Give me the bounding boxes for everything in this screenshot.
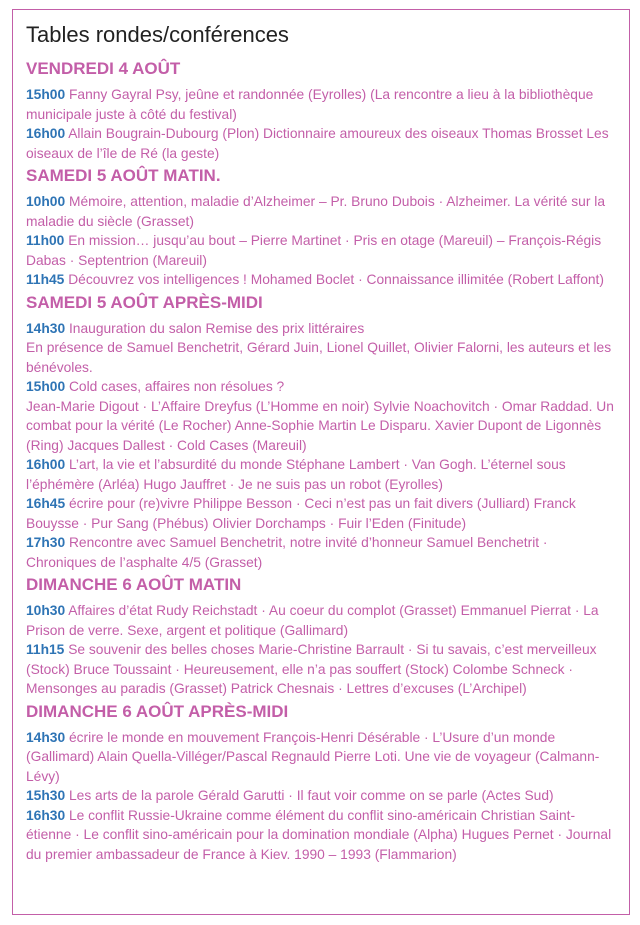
schedule	[26, 58, 617, 864]
event-text: écrire pour (re)vivre Philippe Besson · Ceci n’est pas un fait divers (Julliard) Franck Bouysse · Pur Sang (Phébus) Olivier Dorchamps · Fuir l’Eden (Finitude)	[26, 496, 576, 531]
program-box	[12, 9, 630, 915]
day-heading: SAMEDI 5 AOÛT APRÈS-MIDI	[26, 292, 263, 312]
event-text: Le conflit Russie-Ukraine comme élément du conflit sino-américain Christian Saint-étienne · Le conflit sino-américain pour la domination mondiale (Alpha) Hugues Pernet · Journal du premier ambassadeur de France à Kiev. 1990 – 1993 (Flammarion)	[26, 807, 612, 862]
event-text: L’art, la vie et l’absurdité du monde Stéphane Lambert · Van Gogh. L’éternel sous l’éphémère (Arléa) Hugo Jauffret · Je ne suis pas un robot (Eyrolles)	[26, 457, 566, 492]
day-heading: DIMANCHE 6 AOÛT APRÈS-MIDI	[26, 701, 289, 721]
event-text: Inauguration du salon Remise des prix littéraires	[68, 320, 365, 336]
event-time: 11h45	[26, 272, 65, 287]
event-time: 15h00	[26, 379, 66, 394]
event-entry	[26, 728, 617, 787]
event-time: 16h00	[26, 457, 66, 472]
event-text: Découvrez vos intelligences ! Mohamed Boclet · Connaissance illimitée (Robert Laffont)	[68, 272, 604, 287]
event-entry	[26, 85, 617, 124]
event-time: 16h30	[26, 807, 66, 823]
day-heading: VENDREDI 4 AOÛT	[26, 59, 181, 78]
event-entry	[26, 455, 617, 494]
event-entry	[26, 319, 617, 339]
day-heading: DIMANCHE 6 AOÛT MATIN	[26, 575, 242, 594]
event-entry	[26, 377, 617, 397]
event-entry	[26, 601, 617, 640]
event-entry	[26, 494, 617, 533]
event-text: Mémoire, attention, maladie d’Alzheimer – Pr. Bruno Dubois · Alzheimer. La vérité sur la maladie du siècle (Grasset)	[26, 194, 605, 229]
event-entry	[26, 806, 617, 865]
event-entry	[26, 192, 617, 231]
event-details: Jean-Marie Digout · L’Affaire Dreyfus (L’Homme en noir) Sylvie Noachovitch · Omar Raddad. Un combat pour la vérité (Le Rocher) Anne-Sophie Martin Le Disparu. Xavier Dupont de Ligonnès (Ring) Jacques Dallest · Cold Cases (Mareuil)	[26, 398, 614, 453]
page-title: Tables rondes/conférences	[26, 22, 289, 47]
event-entry	[26, 270, 617, 290]
event-text: En mission… jusqu’au bout – Pierre Martinet · Pris en otage (Mareuil) – François-Régis Dabas · Septentrion (Mareuil)	[26, 233, 602, 268]
event-text: Affaires d’état Rudy Reichstadt · Au coeur du complot (Grasset) Emmanuel Pierrat · La Prison de verre. Sexe, argent et politique (Gallimard)	[26, 603, 599, 638]
event-text: Cold cases, affaires non résolues ?	[68, 379, 285, 394]
event-time: 10h00	[26, 194, 66, 209]
event-details: En présence de Samuel Benchetrit, Gérard Juin, Lionel Quillet, Olivier Falorni, les auteurs et les bénévoles.	[26, 340, 612, 375]
event-entry	[26, 533, 617, 572]
event-time: 14h30	[26, 320, 66, 336]
event-text: Fanny Gayral Psy, jeûne et randonnée (Eyrolles) (La rencontre a lieu à la bibliothèque municipale juste à côté du festival)	[26, 87, 594, 122]
event-entry	[26, 231, 617, 270]
event-time: 16h45	[26, 496, 66, 511]
event-text: Se souvenir des belles choses Marie-Christine Barrault · Si tu savais, c’est merveilleux (Stock) Bruce Toussaint · Heureusement, elle n’a pas souffert (Stock) Colombe Schneck · Mensonges au paradis (Grasset) Patrick Chesnais · Lettres d’excuses (L’Archipel)	[26, 642, 597, 696]
event-time: 16h00	[26, 126, 66, 141]
event-time: 17h30	[26, 535, 66, 550]
event-text: écrire le monde en mouvement François-Henri Désérable · L’Usure d’un monde (Gallimard) Alain Quella-Villéger/Pascal Regnauld Pierre Loti. Une vie de voyageur (Calmann-Lévy)	[26, 729, 600, 784]
event-entry	[26, 124, 617, 163]
day-heading: SAMEDI 5 AOÛT MATIN.	[26, 166, 221, 185]
event-time: 14h30	[26, 729, 66, 745]
event-entry	[26, 640, 617, 699]
event-time: 11h15	[26, 642, 65, 657]
event-time: 15h00	[26, 87, 66, 102]
event-text: Allain Bougrain-Dubourg (Plon) Dictionnaire amoureux des oiseaux Thomas Brosset Les oiseaux de l’île de Ré (la geste)	[26, 126, 609, 161]
event-text: Rencontre avec Samuel Benchetrit, notre invité d’honneur Samuel Benchetrit · Chroniques de l’asphalte 4/5 (Grasset)	[26, 535, 548, 570]
event-text: Les arts de la parole Gérald Garutti · Il faut voir comme on se parle (Actes Sud)	[68, 788, 554, 803]
event-time: 15h30	[26, 788, 66, 803]
event-time: 10h30	[26, 603, 66, 618]
event-entry	[26, 786, 617, 806]
event-time: 11h00	[26, 233, 65, 248]
